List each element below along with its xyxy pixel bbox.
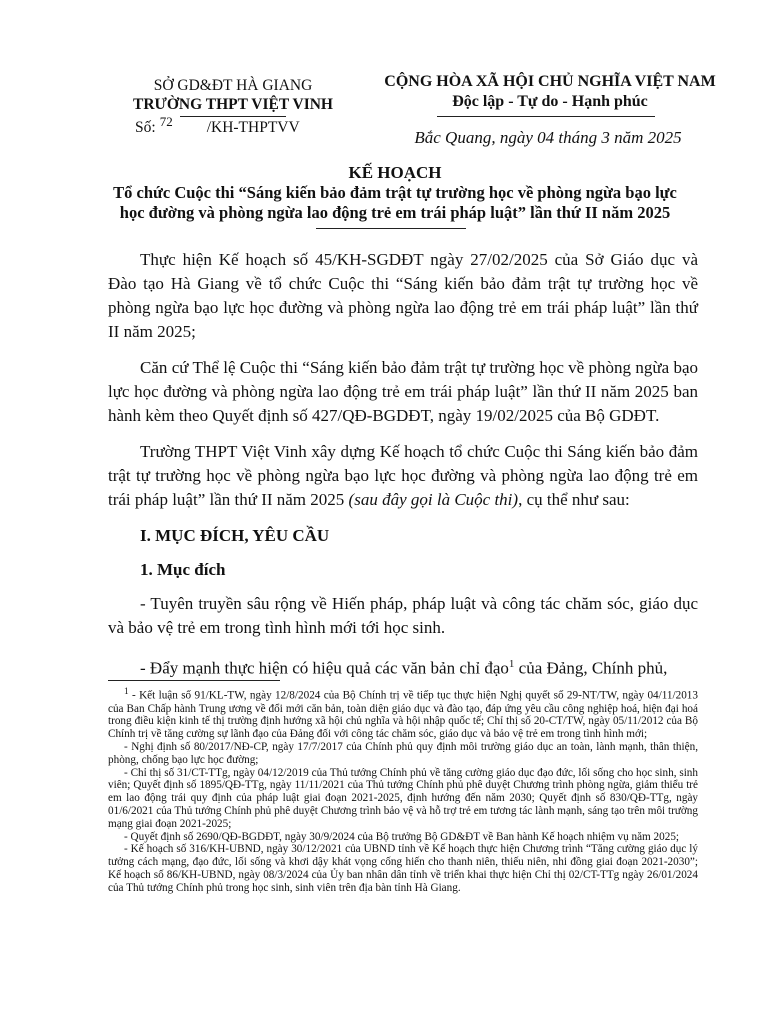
bullet-2-end: của Đảng, Chính phủ, [514, 658, 668, 678]
motto-underline [437, 116, 655, 117]
document-body [108, 248, 698, 693]
section-heading: I. MỤC ĐÍCH, YÊU CẦU [140, 526, 330, 545]
nation-name: CỘNG HÒA XÃ HỘI CHỦ NGHĨA VIỆT NAM [384, 73, 716, 90]
title-subtitle-line-1: Tổ chức Cuộc thi “Sáng kiến bảo đảm trật tự trường học về phòng ngừa bạo lực [113, 183, 677, 202]
footnote-ref[interactable]: 1 [508, 658, 515, 670]
footnote-5: - Kế hoạch số 316/KH-UBND, ngày 30/12/2021 của UBND tỉnh về Kế hoạch thực hiện Chương trình “Tăng cường giáo dục lý tưởng cách mạng, đạo đức, lối sống và khơi dậy khát vọng cống hiến cho thanh niên, thiếu niên, nhi đồng giai đoạn 2021-2030”; Kế hoạch số 86/KH-UBND, ngày 08/3/2024 của Ủy ban nhân dân tỉnh về triển khai thực hiện Chỉ thị 02/CT-TTg ngày 26/01/2024 của Thủ tướng Chính phủ trong học sinh, sinh viên trên địa bàn tỉnh Hà Giang. [108, 843, 698, 894]
national-motto: Độc lập - Tự do - Hạnh phúc [452, 93, 648, 110]
title-underline [316, 228, 466, 229]
issue-date: Bắc Quang, ngày 04 tháng 3 năm 2025 [414, 128, 682, 147]
footnote-separator [108, 680, 280, 681]
footnote-4: - Quyết định số 2690/QĐ-BGDĐT, ngày 30/9/2024 của Bộ trưởng Bộ GD&ĐT về Ban hành Kế hoạch nhiệm vụ năm 2025; [124, 830, 680, 843]
issuer-block [88, 76, 378, 114]
subsection-heading: 1. Mục đích [140, 560, 226, 579]
footnote-1 [108, 686, 698, 741]
department-name: SỞ GD&ĐT HÀ GIANG [153, 77, 313, 94]
paragraph-3 [108, 440, 698, 512]
footnote-1-text: - Kết luận số 91/KL-TW, ngày 12/8/2024 của Bộ Chính trị về tiếp tục thực hiện Nghị quyết số 29-NT/TW, ngày 04/11/2013 của Ban Chấp hành Trung ương về đổi mới căn bản, toàn diện giáo dục và đào tạo, đáp ứng yêu cầu công nghiệp hoá, hiện đại hoá trong điều kiện kinh tế thị trường định hướng xã hội chủ nghĩa và hội nhập quốc tế; Chỉ thị số 20-CT/TW, ngày 05/11/2012 của Bộ Chính trị về tăng cường sự lãnh đạo của Đảng đối với công tác chăm sóc, giáo dục và bảo vệ trẻ em trong tình hình mới; [108, 689, 698, 741]
paragraph-2: Căn cứ Thể lệ Cuộc thi “Sáng kiến bảo đảm trật tự trường học về phòng ngừa bạo lực học đường và phòng ngừa lao động trẻ em trái pháp luật” lần thứ II năm 2025 ban hành kèm theo Quyết định số 427/QĐ-BGDĐT, ngày 19/02/2025 của Bộ GDĐT. [108, 358, 698, 425]
document-title [60, 163, 730, 223]
title-heading: KẾ HOẠCH [348, 163, 442, 182]
issuer-underline [180, 116, 286, 117]
bullet-2 [108, 652, 698, 681]
document-number [135, 114, 300, 137]
paragraph-1: Thực hiện Kế hoạch số 45/KH-SGDĐT ngày 27/02/2025 của Sở Giáo dục và Đào tạo Hà Giang về tổ chức Cuộc thi “Sáng kiến bảo đảm trật tự trường học về phòng ngừa bạo lực học đường và phòng ngừa lao động trẻ em trái pháp luật” lần thứ II năm 2025; [108, 250, 698, 341]
footnotes [108, 686, 698, 894]
paragraph-3-text: Trường THPT Việt Vinh xây dựng Kế hoạch tổ chức Cuộc thi Sáng kiến bảo đảm trật tự trường học về phòng ngừa bạo lực học đường và phòng ngừa lao động trẻ em trái pháp luật” lần thứ II năm 2025 [108, 442, 698, 509]
school-name: TRƯỜNG THPT VIỆT VINH [133, 96, 333, 113]
title-subtitle-line-2: học đường và phòng ngừa lao động trẻ em trái pháp luật” lần thứ II năm 2025 [119, 203, 671, 222]
paragraph-3-end: , cụ thể như sau: [518, 490, 630, 509]
doc-number-suffix: /KH-THPTVV [206, 119, 300, 136]
paragraph-3-italic: (sau đây gọi là Cuộc thi) [348, 490, 519, 509]
doc-number-value: 72 [159, 114, 173, 129]
footnote-marker: 1 [124, 687, 129, 697]
bullet-2-text: - Đẩy mạnh thực hiện có hiệu quả các văn bản chỉ đạo [140, 658, 509, 678]
footnote-3: - Chỉ thị số 31/CT-TTg, ngày 04/12/2019 của Thủ tướng Chính phủ về tăng cường giáo dục đạo đức, lối sống cho học sinh, sinh viên; Quyết định số 1895/QĐ-TTg, ngày 11/11/2021 của Thủ tướng Chính phủ phê duyệt Chương trình phòng ngừa, giảm thiểu trẻ em lao động trái quy định của pháp luật giai đoạn 2021-2025, định hướng đến năm 2030; Quyết định số 830/QĐ-TTg, ngày 01/6/2021 của Thủ tướng Chính phủ phê duyệt Chương trình bảo vệ và hỗ trợ trẻ em tương tác lành mạnh, sáng tạo trên môi trường mạng giai đoạn 2021-2025; [108, 766, 698, 830]
footnote-2: - Nghị định số 80/2017/NĐ-CP, ngày 17/7/2017 của Chính phủ quy định môi trường giáo dục an toàn, lành mạnh, thân thiện, phòng, chống bạo lực học đường; [108, 740, 698, 766]
doc-number-prefix: Số: [135, 119, 156, 136]
national-header [350, 72, 750, 112]
bullet-1: - Tuyên truyền sâu rộng về Hiến pháp, pháp luật và công tác chăm sóc, giáo dục và bảo vệ trẻ em trong tình hình mới tới học sinh. [108, 594, 698, 637]
